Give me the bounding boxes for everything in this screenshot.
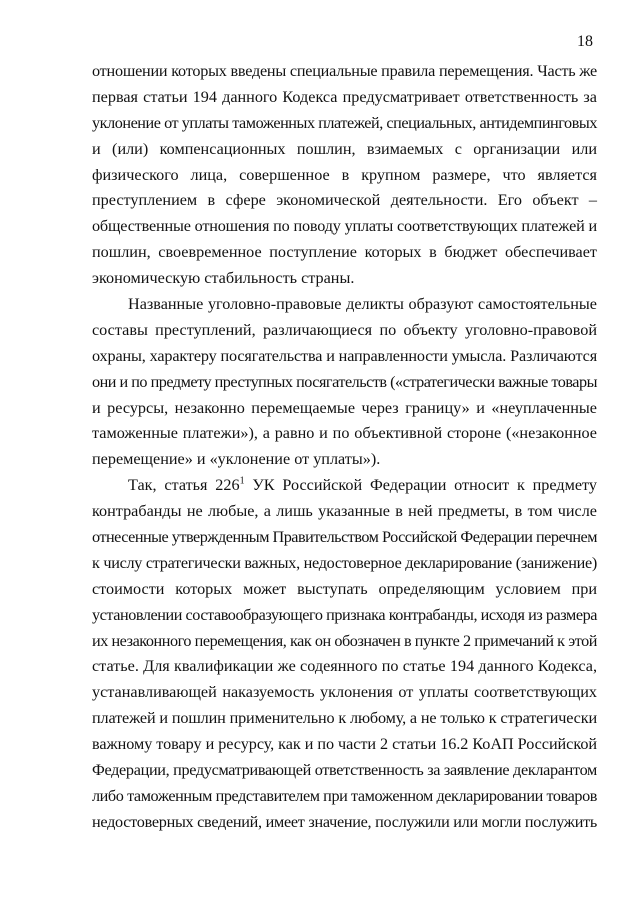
paragraph-1 [92,59,597,292]
text-line: платежей и пошлин применительно к любому, а не только к стратегически [92,709,597,728]
text-line: уклонение от уплаты таможенных платежей, специальных, антидемпинговых [92,113,597,132]
text-line: устанавливающей наказуемость уклонения от уплаты соответствующих [92,683,597,702]
text-line: отношении которых введены специальные правила перемещения. Часть же [92,62,597,80]
text-line: общественные отношения по поводу уплаты соответствующих платежей и [92,217,597,236]
text-line [92,473,597,499]
text-line: составы преступлений, различающиеся по объекту уголовно-правовой [92,320,597,339]
text-line: физического лица, совершенное в крупном размере, что является [92,165,597,184]
text-fragment: УК Российской Федерации относит к предмету [244,476,597,495]
paragraph-3 [92,473,597,835]
text-line: перемещение» и «уклонение от уплаты»). [92,450,381,469]
document-body [92,59,597,836]
text-line: статье. Для квалификации же содеянного по статье 194 данного Кодекса, [92,657,597,676]
text-line: стоимости которых может выступать определяющим условием при [92,579,597,598]
text-line: важному товару и ресурсу, как и по части 2 статьи 16.2 КоАП Российской [92,735,597,754]
text-line: экономическую стабильность страны. [92,269,355,288]
text-line: установлении составообразующего признака контрабанды, исходя из размера [92,605,597,624]
text-line: Федерации, предусматривающей ответственность за заявление декларантом [92,761,597,780]
text-line: и (или) компенсационных пошлин, взимаемых с организации или [92,139,597,158]
text-line: к числу стратегически важных, недостоверное декларирование (занижение) [92,553,597,572]
page-number: 18 [577,33,593,50]
text-line: преступлением в сфере экономической деятельности. Его объект – [92,191,597,210]
text-line: их незаконного перемещения, как он обозначен в пункте 2 примечаний к этой [92,631,597,650]
text-line: первая статьи 194 данного Кодекса предусматривает ответственность за [92,87,597,106]
text-line: таможенные платежи»), а равно и по объективной стороне («незаконное [92,424,597,443]
text-line: либо таможенным представителем при таможенном декларировании товаров [92,786,597,805]
text-line: недостоверных сведений, имеет значение, послужили или могли послужить [92,812,597,831]
text-fragment: Так, статья 226 [128,476,240,495]
footnote-marker: 1 [239,475,245,487]
text-line: они и по предмету преступных посягательств («стратегически важные товары [92,372,597,391]
text-line: Названные уголовно-правовые деликты образуют самостоятельные [128,295,597,314]
text-line: контрабанды не любые, а лишь указанные в ней предметы, в том числе [92,502,597,521]
paragraph-2 [92,292,597,473]
text-line: и ресурсы, незаконно перемещаемые через границу» и «неуплаченные [92,398,597,417]
text-line: пошлин, своевременное поступление которых в бюджет обеспечивает [92,243,597,262]
text-line: отнесенные утвержденным Правительством Российской Федерации перечнем [92,528,597,547]
text-line: охраны, характеру посягательства и направленности умысла. Различаются [92,346,597,365]
